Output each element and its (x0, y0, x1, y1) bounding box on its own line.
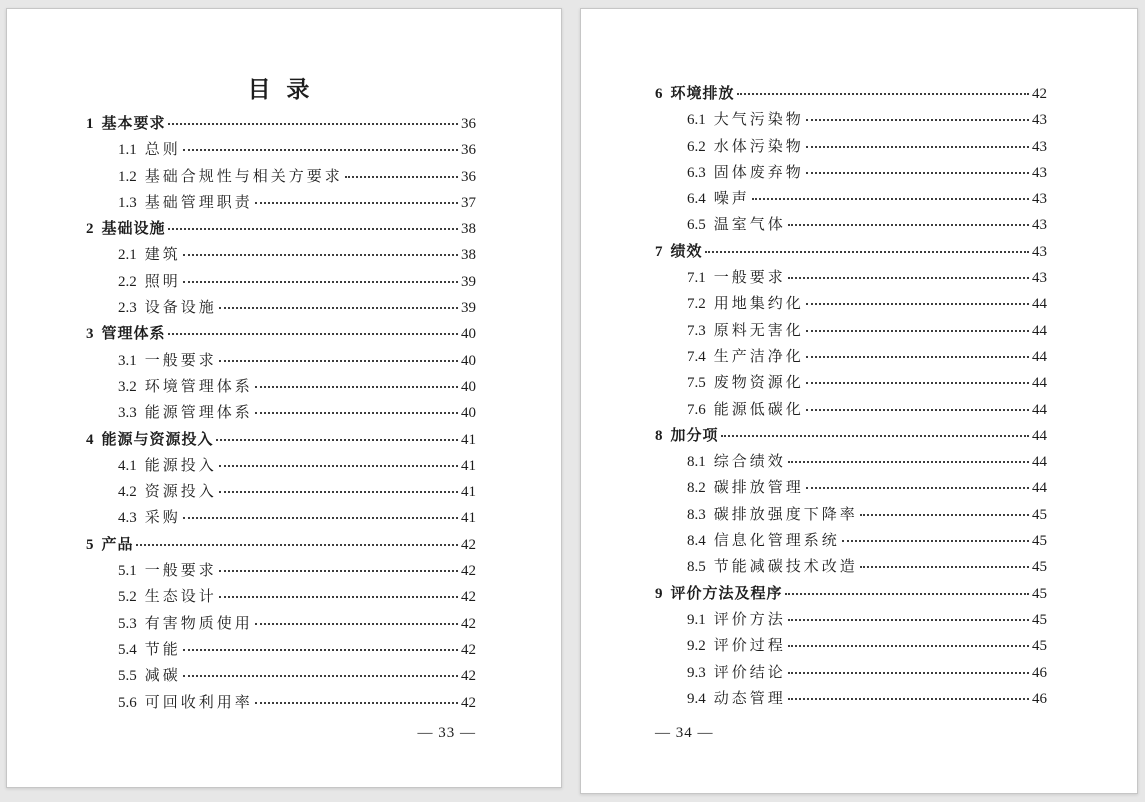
toc-leader-dots (788, 619, 1029, 621)
toc-entry-number: 2 (86, 221, 94, 238)
page-number-footer-right: — 34 — (655, 725, 714, 741)
toc-entry-number: 6.3 (687, 164, 706, 181)
toc-entry-label: 评价方法 (713, 611, 786, 628)
toc-entry-label: 管理体系 (101, 325, 166, 343)
toc-entry[interactable] (86, 165, 476, 191)
toc-entry-label: 动态管理 (713, 690, 786, 707)
toc-entry-page: 43 (1032, 270, 1047, 287)
toc-entry-label: 噪声 (713, 191, 750, 208)
toc-leader-dots (788, 645, 1029, 647)
toc-entry-page: 43 (1032, 112, 1047, 129)
toc-entry-number: 4.1 (118, 457, 137, 474)
toc-entry-label: 生产洁净化 (713, 348, 804, 365)
toc-entry-label: 碳排放强度下降率 (713, 506, 858, 523)
toc-entry-label: 总则 (144, 142, 181, 159)
toc-title: 目 录 (247, 77, 315, 102)
toc-entry-label: 综合绩效 (713, 454, 786, 471)
toc-entry-number: 7.3 (687, 322, 706, 339)
toc-entry-label: 加分项 (670, 426, 719, 444)
toc-entry-label: 产品 (101, 535, 134, 553)
toc-entry[interactable] (86, 454, 476, 480)
toc-entry-page: 40 (461, 326, 476, 343)
toc-leader-dots (842, 540, 1029, 542)
toc-entry-number: 2.3 (118, 300, 137, 317)
toc-entry[interactable] (86, 559, 476, 585)
toc-entry-number: 3.1 (118, 352, 137, 369)
toc-entry-label: 能源管理体系 (144, 405, 253, 422)
toc-leader-dots (806, 172, 1029, 174)
toc-entry-number: 8 (655, 427, 663, 444)
toc-entry-number: 6 (655, 86, 663, 102)
toc-entry-number: 9.4 (687, 690, 706, 707)
toc-entry-page: 41 (461, 510, 476, 527)
toc-entry-label: 信息化管理系统 (713, 533, 840, 550)
toc-entry-page: 46 (1032, 664, 1047, 681)
toc-entry-number: 6.4 (687, 191, 706, 208)
toc-entry[interactable] (655, 555, 1047, 581)
toc-entry-number: 9 (655, 585, 663, 602)
toc-entry[interactable] (655, 161, 1047, 187)
toc-entry-number: 3.3 (118, 405, 137, 422)
toc-entry[interactable] (86, 480, 476, 506)
toc-entry-page: 44 (1032, 348, 1047, 365)
toc-leader-dots (183, 649, 458, 651)
toc-entry-label: 能源低碳化 (713, 401, 804, 418)
toc-entry[interactable] (655, 687, 1047, 713)
toc-leader-dots (788, 698, 1029, 700)
toc-entry[interactable] (86, 138, 476, 164)
toc-entry-number: 6.5 (687, 217, 706, 234)
toc-entry[interactable] (655, 398, 1047, 424)
toc-leader-dots (255, 412, 458, 414)
toc-entry-number: 9.1 (687, 611, 706, 628)
toc-entry-number: 8.2 (687, 480, 706, 497)
toc-entry-page: 44 (1032, 454, 1047, 471)
toc-entry[interactable] (655, 503, 1047, 529)
toc-entry-number: 7.6 (687, 401, 706, 418)
toc-entry-label: 设备设施 (144, 300, 217, 317)
toc-leader-dots (806, 330, 1029, 332)
toc-entry[interactable] (86, 428, 476, 454)
toc-entry-label: 生态设计 (144, 589, 217, 606)
toc-entry[interactable] (86, 664, 476, 690)
toc-leader-dots (255, 623, 458, 625)
toc-entry-label: 一般要求 (144, 563, 217, 580)
toc-entry-page: 45 (1032, 559, 1047, 576)
toc-entry-label: 节能减碳技术改造 (713, 559, 858, 576)
toc-entry-label: 评价过程 (713, 638, 786, 655)
toc-leader-dots (183, 517, 458, 519)
toc-entry-page: 45 (1032, 533, 1047, 550)
toc-entry-label: 评价结论 (713, 664, 786, 681)
toc-entry-label: 原料无害化 (713, 322, 804, 339)
toc-entry-page: 42 (461, 615, 476, 632)
toc-entry[interactable] (86, 506, 476, 532)
toc-entry-label: 一般要求 (144, 352, 217, 369)
toc-entry-number: 8.1 (687, 454, 706, 471)
toc-entry-label: 建筑 (144, 247, 181, 264)
toc-entry-label: 基础合规性与相关方要求 (144, 168, 343, 185)
toc-entry-number: 4.3 (118, 510, 137, 527)
toc-entry[interactable] (655, 345, 1047, 371)
toc-entry-label: 基础管理职责 (144, 194, 253, 211)
toc-entry-page: 42 (1032, 86, 1047, 102)
toc-entry-number: 7.4 (687, 348, 706, 365)
toc-entry-number: 1.1 (118, 142, 137, 159)
toc-entry[interactable] (86, 585, 476, 611)
toc-entry[interactable] (655, 582, 1047, 608)
toc-entry-number: 5.5 (118, 668, 137, 685)
toc-entry-number: 7.5 (687, 375, 706, 392)
toc-entry[interactable] (655, 424, 1047, 450)
toc-leader-dots (219, 491, 458, 493)
toc-leader-dots (788, 224, 1029, 226)
toc-entry-page: 43 (1032, 138, 1047, 155)
toc-entry[interactable] (86, 322, 476, 348)
toc-entry-number: 5.1 (118, 563, 137, 580)
toc-entry-label: 一般要求 (713, 270, 786, 287)
toc-leader-dots (806, 382, 1029, 384)
toc-entry-number: 5.4 (118, 641, 137, 658)
toc-entry-page: 40 (461, 378, 476, 395)
toc-entry-number: 5.6 (118, 694, 137, 711)
toc-entry[interactable] (86, 191, 476, 217)
toc-entry-label: 采购 (144, 510, 181, 527)
toc-entry-page: 44 (1032, 296, 1047, 313)
toc-entry-page: 42 (461, 536, 476, 553)
toc-entry[interactable] (655, 608, 1047, 634)
toc-leader-dots (219, 360, 458, 362)
toc-entry[interactable] (655, 187, 1047, 213)
toc-entry-page: 36 (461, 142, 476, 159)
toc-leader-dots (183, 254, 458, 256)
toc-entry-number: 2.2 (118, 273, 137, 290)
toc-entry-label: 节能 (144, 641, 181, 658)
toc-entry[interactable] (655, 108, 1047, 134)
toc-entry[interactable] (655, 240, 1047, 266)
toc-entry-page: 44 (1032, 401, 1047, 418)
toc-entry-page: 41 (461, 457, 476, 474)
toc-entry-label: 能源投入 (144, 457, 217, 474)
toc-entry-page: 45 (1032, 585, 1047, 602)
toc-entry-label: 用地集约化 (713, 296, 804, 313)
toc-entry-label: 绩效 (670, 242, 703, 260)
toc-entry-label: 基础设施 (101, 220, 166, 238)
toc-entry-page: 43 (1032, 191, 1047, 208)
toc-leader-dots (705, 251, 1029, 253)
toc-entry-page: 36 (461, 116, 476, 132)
toc-leader-dots (806, 487, 1029, 489)
toc-entry-page: 45 (1032, 611, 1047, 628)
toc-leader-dots (860, 566, 1029, 568)
toc-entry-label: 大气污染物 (713, 112, 804, 129)
toc-entry-label: 照明 (144, 273, 181, 290)
toc-entry-number: 1.2 (118, 168, 137, 185)
toc-entry-number: 5.2 (118, 589, 137, 606)
toc-leader-dots (806, 356, 1029, 358)
toc-entry-page: 36 (461, 168, 476, 185)
toc-entry[interactable] (86, 349, 476, 375)
document-page-right (580, 8, 1138, 794)
toc-leader-dots (183, 281, 458, 283)
toc-leader-dots (219, 596, 458, 598)
toc-entry-page: 39 (461, 273, 476, 290)
toc-entries-right (655, 82, 1047, 713)
toc-entry-page: 43 (1032, 243, 1047, 260)
toc-leader-dots (219, 307, 458, 309)
toc-entry-number: 1.3 (118, 194, 137, 211)
toc-entry-number: 4 (86, 431, 94, 448)
toc-entry[interactable] (655, 292, 1047, 318)
toc-entry-label: 固体废弃物 (713, 164, 804, 181)
toc-entry-page: 42 (461, 563, 476, 580)
toc-entry[interactable] (86, 217, 476, 243)
toc-leader-dots (255, 386, 458, 388)
toc-leader-dots (788, 277, 1029, 279)
toc-entry-page: 42 (461, 589, 476, 606)
toc-entry-page: 42 (461, 694, 476, 711)
toc-entry-label: 碳排放管理 (713, 480, 804, 497)
toc-entry-number: 6.1 (687, 112, 706, 129)
toc-leader-dots (255, 702, 458, 704)
page-number-footer-left: — 33 — (417, 725, 476, 741)
toc-leader-dots (788, 461, 1029, 463)
toc-entry-page: 42 (461, 641, 476, 658)
toc-leader-dots (255, 202, 458, 204)
toc-entry-label: 评价方法及程序 (670, 584, 783, 602)
toc-entry[interactable] (86, 691, 476, 717)
toc-leader-dots (216, 439, 458, 441)
toc-entry[interactable] (86, 638, 476, 664)
toc-leader-dots (785, 593, 1029, 595)
toc-entry-number: 5.3 (118, 615, 137, 632)
toc-entry-number: 8.4 (687, 533, 706, 550)
toc-entry[interactable] (655, 319, 1047, 345)
toc-entry-page: 45 (1032, 506, 1047, 523)
toc-entry-label: 能源与资源投入 (101, 430, 214, 448)
toc-leader-dots (136, 544, 458, 546)
toc-entry[interactable] (655, 529, 1047, 555)
toc-entry-label: 环境排放 (670, 85, 735, 102)
toc-entry[interactable] (655, 476, 1047, 502)
toc-entry-page: 44 (1032, 480, 1047, 497)
toc-entry-page: 40 (461, 352, 476, 369)
toc-entry[interactable] (655, 371, 1047, 397)
toc-entry-page: 38 (461, 221, 476, 238)
toc-entry-number: 7 (655, 243, 663, 260)
toc-entry-label: 水体污染物 (713, 138, 804, 155)
toc-entry-label: 可回收利用率 (144, 694, 253, 711)
toc-entry-label: 资源投入 (144, 484, 217, 501)
toc-entry-number: 3 (86, 326, 94, 343)
toc-entry-number: 9.2 (687, 638, 706, 655)
toc-entry-number: 7.2 (687, 296, 706, 313)
toc-entry-number: 9.3 (687, 664, 706, 681)
toc-entry[interactable] (655, 266, 1047, 292)
toc-entry-page: 40 (461, 405, 476, 422)
toc-entry-number: 1 (86, 116, 94, 132)
toc-entry-number: 5 (86, 536, 94, 553)
toc-leader-dots (737, 93, 1029, 95)
toc-leader-dots (168, 123, 458, 125)
toc-entry[interactable] (86, 401, 476, 427)
toc-entry-number: 8.5 (687, 559, 706, 576)
toc-leader-dots (219, 465, 458, 467)
toc-entry-number: 6.2 (687, 138, 706, 155)
toc-leader-dots (806, 119, 1029, 121)
toc-entry[interactable] (86, 296, 476, 322)
toc-entry[interactable] (655, 135, 1047, 161)
toc-entry-label: 废物资源化 (713, 375, 804, 392)
document-page-left (6, 8, 562, 788)
toc-entry-page: 41 (461, 484, 476, 501)
toc-entry[interactable] (86, 612, 476, 638)
toc-entry-number: 8.3 (687, 506, 706, 523)
toc-entry[interactable] (655, 661, 1047, 687)
toc-entry-page: 43 (1032, 164, 1047, 181)
toc-entry-page: 39 (461, 300, 476, 317)
toc-entry-label: 减碳 (144, 668, 181, 685)
toc-leader-dots (168, 333, 458, 335)
toc-entry-number: 4.2 (118, 484, 137, 501)
toc-entry-page: 42 (461, 668, 476, 685)
toc-entry-page: 43 (1032, 217, 1047, 234)
toc-leader-dots (806, 146, 1029, 148)
toc-leader-dots (806, 303, 1029, 305)
toc-leader-dots (168, 228, 458, 230)
toc-leader-dots (806, 409, 1029, 411)
toc-entry-page: 37 (461, 194, 476, 211)
toc-entry[interactable] (86, 375, 476, 401)
toc-entry[interactable] (655, 634, 1047, 660)
toc-entry[interactable] (86, 112, 476, 138)
toc-entry-label: 有害物质使用 (144, 615, 253, 632)
toc-leader-dots (183, 675, 458, 677)
toc-entry-page: 44 (1032, 322, 1047, 339)
toc-entry-label: 温室气体 (713, 217, 786, 234)
toc-leader-dots (345, 176, 458, 178)
toc-entry[interactable] (86, 270, 476, 296)
toc-leader-dots (721, 435, 1029, 437)
toc-entry-page: 44 (1032, 375, 1047, 392)
toc-entry-page: 46 (1032, 690, 1047, 707)
toc-entry-page: 44 (1032, 427, 1047, 444)
toc-leader-dots (860, 514, 1029, 516)
toc-entry-page: 38 (461, 247, 476, 264)
toc-entry[interactable] (86, 243, 476, 269)
toc-entry-page: 45 (1032, 638, 1047, 655)
toc-entry-number: 2.1 (118, 247, 137, 264)
toc-entry[interactable] (655, 450, 1047, 476)
toc-entry[interactable] (655, 213, 1047, 239)
toc-entries-left (86, 112, 476, 717)
toc-entry-number: 7.1 (687, 270, 706, 287)
toc-entry-number: 3.2 (118, 378, 137, 395)
toc-entry-label: 环境管理体系 (144, 378, 253, 395)
toc-entry-label: 基本要求 (101, 115, 166, 132)
toc-leader-dots (183, 149, 458, 151)
toc-entry[interactable] (86, 533, 476, 559)
toc-entry[interactable] (655, 82, 1047, 108)
toc-leader-dots (219, 570, 458, 572)
toc-leader-dots (752, 198, 1029, 200)
toc-leader-dots (788, 672, 1029, 674)
toc-entry-page: 41 (461, 431, 476, 448)
